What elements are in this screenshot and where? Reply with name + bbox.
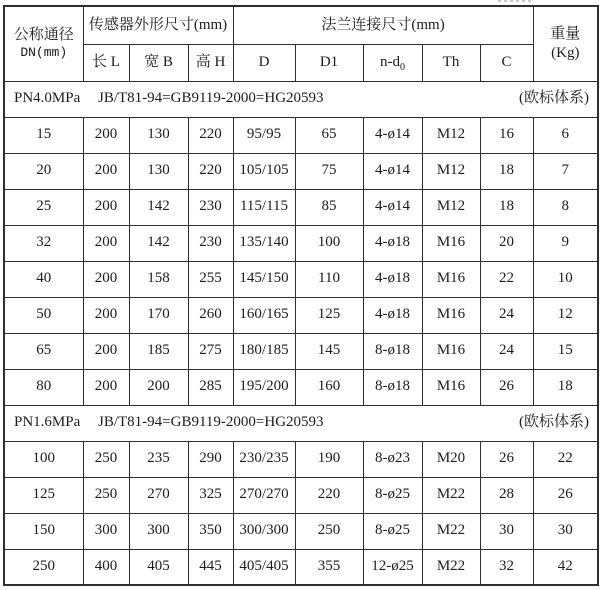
- cell-n-d0: 4-ø18: [363, 225, 422, 261]
- cell-C: 28: [480, 477, 533, 513]
- weight-label-unit: (Kg): [551, 44, 580, 61]
- cell-Th: M12: [422, 153, 480, 189]
- cell-height: 230: [188, 225, 233, 261]
- cell-dn: 15: [4, 117, 83, 153]
- cell-height: 255: [188, 261, 233, 297]
- cell-D1: 110: [295, 261, 363, 297]
- cell-n-d0: 12-ø25: [363, 549, 422, 585]
- cell-height: 275: [188, 333, 233, 369]
- cell-dn: 32: [4, 225, 83, 261]
- cell-length: 200: [83, 261, 129, 297]
- table-row: [4, 441, 598, 477]
- cell-D1: 85: [295, 189, 363, 225]
- cell-n-d0: 4-ø18: [363, 261, 422, 297]
- cell-weight: 26: [533, 477, 598, 513]
- header-cell-width: 宽 B: [129, 44, 188, 81]
- n-d0-subscript: 0: [400, 61, 406, 73]
- cell-dn: 40: [4, 261, 83, 297]
- cell-C: 18: [480, 153, 533, 189]
- table-header: [4, 6, 598, 81]
- cell-length: 200: [83, 369, 129, 405]
- cell-weight: 10: [533, 261, 598, 297]
- header-cell-Th: Th: [422, 44, 480, 81]
- cell-Th: M12: [422, 117, 480, 153]
- cell-D: 195/200: [233, 369, 295, 405]
- cell-D1: 65: [295, 117, 363, 153]
- cell-weight: 22: [533, 441, 598, 477]
- table-row: [4, 333, 598, 369]
- section-row: [4, 405, 598, 441]
- header-cell-D: D: [233, 44, 295, 81]
- cell-width: 142: [129, 225, 188, 261]
- cell-C: 20: [480, 225, 533, 261]
- cell-D: 160/165: [233, 297, 295, 333]
- spec-table: [3, 5, 599, 586]
- header-cell-height: 高 H: [188, 44, 233, 81]
- cell-height: 260: [188, 297, 233, 333]
- section-standard-codes: JB/T81-94=GB9119-2000=HG20593: [98, 414, 324, 431]
- cell-width: 142: [129, 189, 188, 225]
- table-row: [4, 369, 598, 405]
- cell-n-d0: 8-ø25: [363, 513, 422, 549]
- cell-D1: 190: [295, 441, 363, 477]
- cell-n-d0: 8-ø23: [363, 441, 422, 477]
- header-cell-n-d0: [363, 44, 422, 81]
- cell-D: 135/140: [233, 225, 295, 261]
- cell-width: 200: [129, 369, 188, 405]
- cell-Th: M20: [422, 441, 480, 477]
- cell-Th: M16: [422, 297, 480, 333]
- section-cell: [4, 405, 598, 441]
- cell-D: 105/105: [233, 153, 295, 189]
- table-row: [4, 513, 598, 549]
- table-body: [4, 81, 598, 585]
- cell-D1: 100: [295, 225, 363, 261]
- cell-Th: M22: [422, 513, 480, 549]
- cell-C: 26: [480, 441, 533, 477]
- dn-label-unit: DN(mm): [20, 45, 68, 60]
- cell-dn: 20: [4, 153, 83, 189]
- cell-D1: 250: [295, 513, 363, 549]
- header-cell-weight: [533, 6, 598, 81]
- cell-dn: 80: [4, 369, 83, 405]
- cell-width: 130: [129, 153, 188, 189]
- cell-height: 350: [188, 513, 233, 549]
- cell-D: 405/405: [233, 549, 295, 585]
- header-cell-D1: D1: [295, 44, 363, 81]
- cell-D: 180/185: [233, 333, 295, 369]
- cell-weight: 30: [533, 513, 598, 549]
- header-group-flange-dimensions: 法兰连接尺寸(mm): [233, 6, 533, 44]
- table-row: [4, 297, 598, 333]
- cell-length: 200: [83, 117, 129, 153]
- header-cell-dn: [4, 6, 83, 81]
- section-pressure-rating: PN4.0MPa: [14, 90, 81, 107]
- cell-height: 445: [188, 549, 233, 585]
- cell-weight: 18: [533, 369, 598, 405]
- cell-width: 170: [129, 297, 188, 333]
- cell-length: 250: [83, 441, 129, 477]
- cell-dn: 50: [4, 297, 83, 333]
- n-d0-main: n-d: [380, 53, 401, 70]
- cell-n-d0: 8-ø25: [363, 477, 422, 513]
- cell-D1: 160: [295, 369, 363, 405]
- cell-n-d0: 4-ø18: [363, 297, 422, 333]
- cell-weight: 12: [533, 297, 598, 333]
- cell-length: 200: [83, 225, 129, 261]
- cell-D: 115/115: [233, 189, 295, 225]
- section-pressure-rating: PN1.6MPa: [14, 414, 81, 431]
- cell-width: 235: [129, 441, 188, 477]
- cell-C: 30: [480, 513, 533, 549]
- cell-dn: 25: [4, 189, 83, 225]
- cell-C: 22: [480, 261, 533, 297]
- cell-width: 158: [129, 261, 188, 297]
- cell-C: 24: [480, 333, 533, 369]
- cell-C: 32: [480, 549, 533, 585]
- cell-C: 26: [480, 369, 533, 405]
- section-cell: [4, 81, 598, 117]
- cell-height: 230: [188, 189, 233, 225]
- cell-height: 220: [188, 117, 233, 153]
- cell-length: 300: [83, 513, 129, 549]
- cell-width: 270: [129, 477, 188, 513]
- cell-C: 16: [480, 117, 533, 153]
- cell-Th: M12: [422, 189, 480, 225]
- section-note: (欧标体系): [519, 90, 590, 107]
- cell-height: 220: [188, 153, 233, 189]
- header-cell-C: C: [480, 44, 533, 81]
- cell-weight: 9: [533, 225, 598, 261]
- weight-label-cn: 重量: [550, 26, 581, 42]
- cell-length: 250: [83, 477, 129, 513]
- cell-weight: 6: [533, 117, 598, 153]
- table-row: [4, 261, 598, 297]
- header-cell-length: 长 L: [83, 44, 129, 81]
- cell-D: 95/95: [233, 117, 295, 153]
- cropped-text-fragment: [498, 0, 532, 2]
- cell-length: 200: [83, 153, 129, 189]
- cell-D1: 145: [295, 333, 363, 369]
- cell-dn: 150: [4, 513, 83, 549]
- cell-n-d0: 8-ø18: [363, 333, 422, 369]
- cell-weight: 15: [533, 333, 598, 369]
- cell-D1: 355: [295, 549, 363, 585]
- cell-weight: 7: [533, 153, 598, 189]
- cell-dn: 250: [4, 549, 83, 585]
- cell-Th: M16: [422, 369, 480, 405]
- cell-D: 230/235: [233, 441, 295, 477]
- cell-width: 300: [129, 513, 188, 549]
- cell-D1: 75: [295, 153, 363, 189]
- cell-length: 200: [83, 297, 129, 333]
- cell-dn: 100: [4, 441, 83, 477]
- cell-n-d0: 8-ø18: [363, 369, 422, 405]
- cell-height: 285: [188, 369, 233, 405]
- dn-label-cn: 公称通径: [13, 27, 74, 44]
- cell-D1: 125: [295, 297, 363, 333]
- table-row: [4, 549, 598, 585]
- cell-Th: M22: [422, 549, 480, 585]
- table-row: [4, 189, 598, 225]
- cell-n-d0: 4-ø14: [363, 153, 422, 189]
- cell-Th: M16: [422, 333, 480, 369]
- cell-width: 130: [129, 117, 188, 153]
- cell-dn: 125: [4, 477, 83, 513]
- cell-n-d0: 4-ø14: [363, 189, 422, 225]
- cell-length: 200: [83, 189, 129, 225]
- table-row: [4, 225, 598, 261]
- cell-length: 200: [83, 333, 129, 369]
- header-group-sensor-dimensions: 传感器外形尺寸(mm): [83, 6, 233, 44]
- cell-height: 290: [188, 441, 233, 477]
- cell-D1: 220: [295, 477, 363, 513]
- cell-width: 405: [129, 549, 188, 585]
- cell-length: 400: [83, 549, 129, 585]
- cell-height: 325: [188, 477, 233, 513]
- cell-Th: M22: [422, 477, 480, 513]
- cell-D: 270/270: [233, 477, 295, 513]
- cell-width: 185: [129, 333, 188, 369]
- section-standard-codes: JB/T81-94=GB9119-2000=HG20593: [98, 90, 324, 107]
- cell-n-d0: 4-ø14: [363, 117, 422, 153]
- cell-weight: 42: [533, 549, 598, 585]
- cell-D: 145/150: [233, 261, 295, 297]
- cell-Th: M16: [422, 261, 480, 297]
- cell-C: 18: [480, 189, 533, 225]
- table-row: [4, 117, 598, 153]
- section-row: [4, 81, 598, 117]
- table-row: [4, 153, 598, 189]
- cell-dn: 65: [4, 333, 83, 369]
- cell-weight: 8: [533, 189, 598, 225]
- cell-D: 300/300: [233, 513, 295, 549]
- cell-C: 24: [480, 297, 533, 333]
- section-note: (欧标体系): [519, 414, 590, 431]
- table-row: [4, 477, 598, 513]
- cell-Th: M16: [422, 225, 480, 261]
